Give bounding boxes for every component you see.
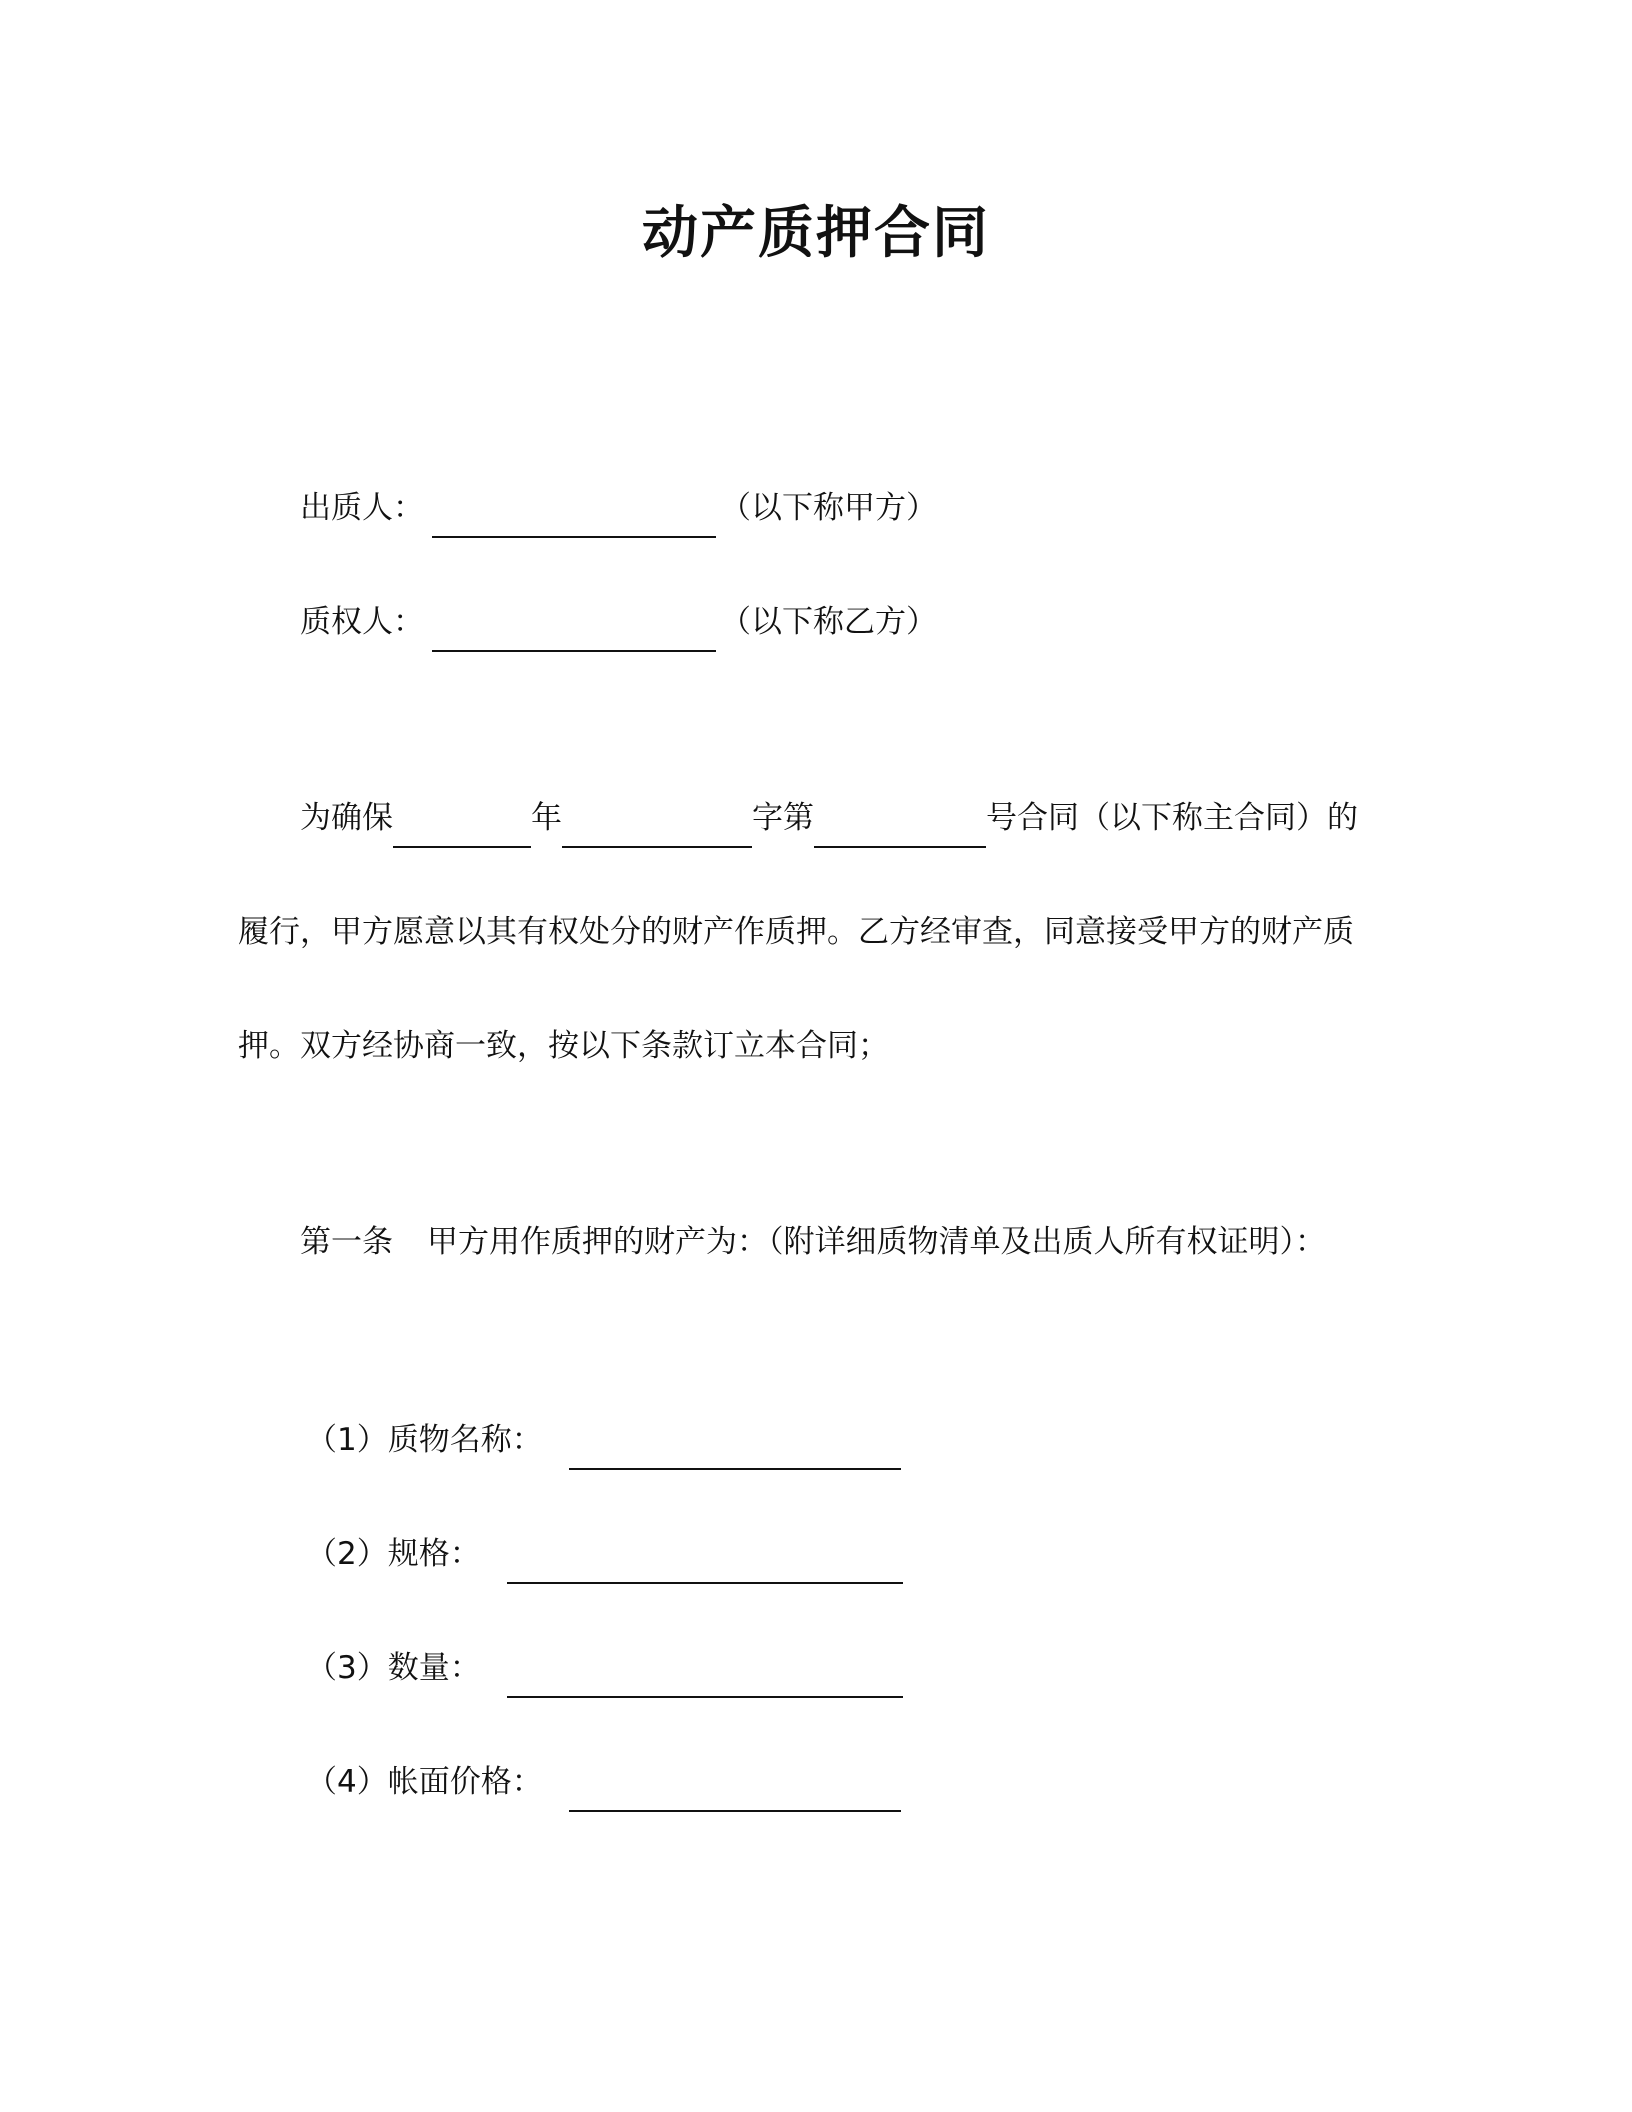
- preamble-line-2: [238, 910, 1354, 954]
- item-name-blank[interactable]: [569, 1432, 901, 1470]
- preamble-part2: 年: [531, 800, 562, 836]
- contract-number-blank[interactable]: [814, 810, 986, 848]
- preamble-line3-text: 押。双方经协商一致，按以下条款订立本合同；: [238, 1028, 889, 1064]
- item-name-line: [306, 1418, 901, 1462]
- preamble-line-1: [300, 796, 1358, 840]
- item-spec-label: （2）规格：: [306, 1536, 481, 1572]
- item-quantity-label: （3）数量：: [306, 1650, 481, 1686]
- article-1-number: 第一条: [300, 1224, 393, 1260]
- document-title: 动产质押合同: [642, 201, 990, 266]
- pledgor-suffix: （以下称甲方）: [720, 490, 937, 526]
- item-price-label: （4）帐面价格：: [306, 1764, 543, 1800]
- article-1-text: 甲方用作质押的财产为：（附详细质物清单及出质人所有权证明）：: [427, 1224, 1326, 1260]
- item-quantity-blank[interactable]: [507, 1660, 903, 1698]
- preamble-line2-text: 履行，甲方愿意以其有权处分的财产作质押。乙方经审查，同意接受甲方的财产质: [238, 914, 1354, 950]
- contract-year-blank[interactable]: [393, 810, 531, 848]
- pledgee-blank[interactable]: [432, 614, 716, 652]
- pledgor-blank[interactable]: [432, 500, 716, 538]
- article-1: [300, 1220, 1326, 1264]
- item-spec-line: [306, 1532, 903, 1576]
- pledgee-suffix: （以下称乙方）: [720, 604, 937, 640]
- preamble-line-3: [238, 1024, 889, 1068]
- preamble-part4: 号合同（以下称主合同）的: [986, 800, 1358, 836]
- item-name-label: （1）质物名称：: [306, 1422, 543, 1458]
- preamble-part3: 字第: [752, 800, 814, 836]
- pledgee-line: [300, 600, 937, 644]
- pledgee-label: 质权人：: [300, 604, 424, 640]
- item-price-blank[interactable]: [569, 1774, 901, 1812]
- contract-prefix-blank[interactable]: [562, 810, 752, 848]
- preamble-part1: 为确保: [300, 800, 393, 836]
- pledgor-label: 出质人：: [300, 490, 424, 526]
- item-quantity-line: [306, 1646, 903, 1690]
- item-price-line: [306, 1760, 901, 1804]
- item-spec-blank[interactable]: [507, 1546, 903, 1584]
- pledgor-line: [300, 486, 937, 530]
